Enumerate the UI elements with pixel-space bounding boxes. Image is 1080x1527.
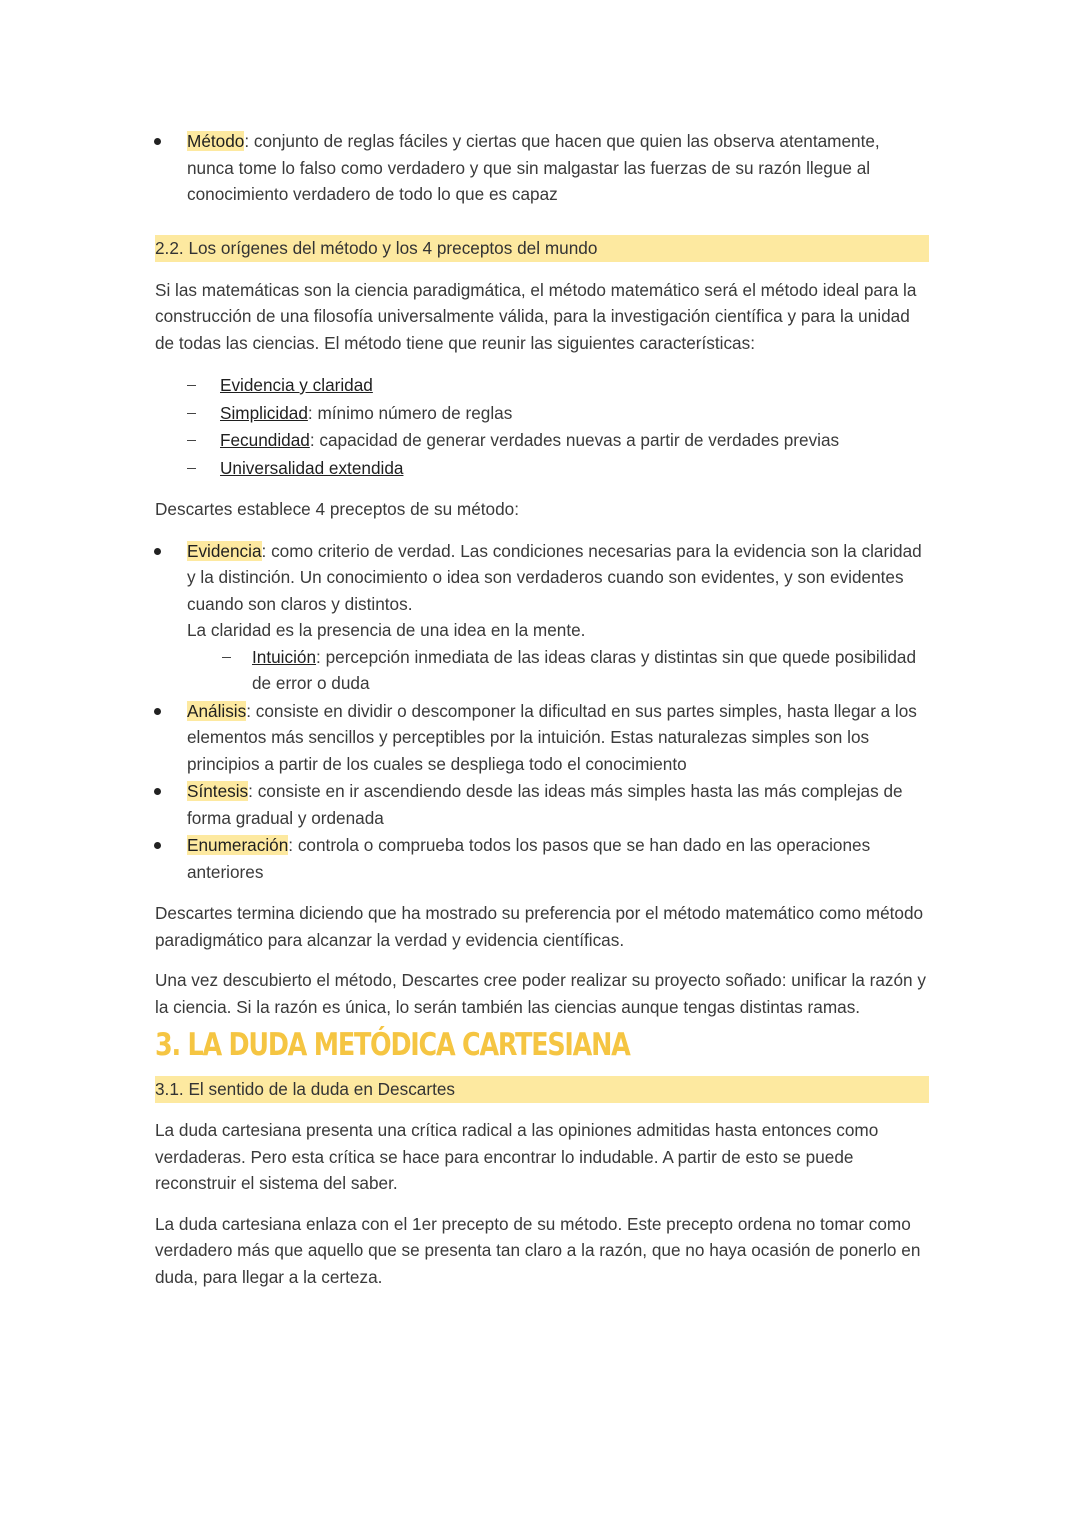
preceptos-intro: Descartes establece 4 preceptos de su método: <box>155 499 520 519</box>
intuicion-text: : percepción inmediata de las ideas claras y distintas sin que quede posibilidad de error o duda <box>252 646 917 693</box>
evidencia-claridad: La claridad es la presencia de una idea en la mente. <box>187 620 586 640</box>
characteristics-list <box>155 372 930 482</box>
characteristic-term: Evidencia y claridad <box>220 375 373 395</box>
characteristic-item <box>155 455 930 483</box>
section-2-2-intro: Si las matemáticas son la ciencia paradigmática, el método matemático será el método ideal para la construcción de una filosofía universalmente válida, para la investigación científica y para la unidad de todas las ciencias. El método tiene que reunir las siguientes características: <box>155 279 917 353</box>
term-analisis: Análisis <box>187 700 247 721</box>
section-3-1-heading-text: 3.1. El sentido de la duda en Descartes <box>155 1079 456 1099</box>
term-metodo: Método <box>187 131 245 151</box>
characteristic-text: : capacidad de generar verdades nuevas a partir de verdades previas <box>309 430 840 450</box>
section-2-2-heading <box>155 235 929 262</box>
document-page <box>155 128 930 1290</box>
preceptos-list <box>155 538 930 886</box>
bullet-metodo <box>155 128 930 208</box>
characteristic-term: Fecundidad <box>220 430 310 450</box>
characteristic-term: Simplicidad <box>220 402 308 423</box>
sub-item-intuicion <box>155 644 930 697</box>
characteristic-item <box>155 427 930 455</box>
section-2-2-heading-text: 2.2. Los orígenes del método y los 4 preceptos del mundo <box>155 237 598 258</box>
evidencia-text: : como criterio de verdad. Las condiciones necesarias para la evidencia son la claridad y la distinción. Un conocimiento o idea son verdaderos cuando son evidentes, y son evidentes cuando son claros y distintos. <box>187 540 922 614</box>
term-enumeracion: Enumeración <box>187 835 289 855</box>
term-intuicion: Intuición <box>252 646 317 667</box>
metodo-definition: : conjunto de reglas fáciles y ciertas que hacen que quien las observa atentamente, nunca tome lo falso como verdadero y que sin malgastar las fuerzas de su razón llegue al conocimiento verdadero de todo lo que es capaz <box>187 131 880 204</box>
characteristic-text: : mínimo número de reglas <box>307 402 513 423</box>
precepto-evidencia <box>155 538 930 618</box>
characteristic-item <box>155 372 930 400</box>
section-3-title: 3. LA DUDA METÓDICA CARTESIANA <box>155 1027 630 1063</box>
precepto-analisis <box>155 698 930 778</box>
precepto-sintesis <box>155 778 930 831</box>
term-evidencia: Evidencia <box>187 540 262 561</box>
sintesis-text: : consiste en ir ascendiendo desde las ideas más simples hasta las más complejas de forma gradual y ordenada <box>187 781 903 828</box>
conclusion-paragraph-2: Una vez descubierto el método, Descartes cree poder realizar su proyecto soñado: unificar la razón y la ciencia. Si la razón es única, lo serán también las ciencias aunque tengas distintas ramas. <box>155 970 926 1017</box>
analisis-text: : consiste en dividir o descomponer la dificultad en sus partes simples, hasta llegar a los elementos más sencillos y perceptibles por la intuición. Estas naturalezas simples son los principios a partir de los cuales se despliega todo el conocimiento <box>187 700 917 774</box>
characteristic-term: Universalidad extendida <box>220 457 404 478</box>
section-3-1-heading <box>155 1076 929 1103</box>
section-3-1-paragraph-1: La duda cartesiana presenta una crítica radical a las opiniones admitidas hasta entonces como verdaderas. Pero esta crítica se hace para encontrar lo indudable. A partir de esto se puede reconstruir el sistema del saber. <box>155 1120 879 1193</box>
precepto-enumeracion <box>155 832 930 885</box>
section-3-1-paragraph-2: La duda cartesiana enlaza con el 1er precepto de su método. Este precepto ordena no tomar como verdadero más que aquello que se presenta tan claro a la razón, que no haya ocasión de ponerlo en duda, para llegar a la certeza. <box>155 1213 921 1287</box>
enumeracion-text: : controla o comprueba todos los pasos que se han dado en las operaciones anteriores <box>187 835 871 882</box>
characteristic-item <box>155 400 930 428</box>
conclusion-paragraph-1: Descartes termina diciendo que ha mostrado su preferencia por el método matemático como método paradigmático para alcanzar la verdad y evidencia científicas. <box>155 903 924 950</box>
term-sintesis: Síntesis <box>187 781 249 801</box>
